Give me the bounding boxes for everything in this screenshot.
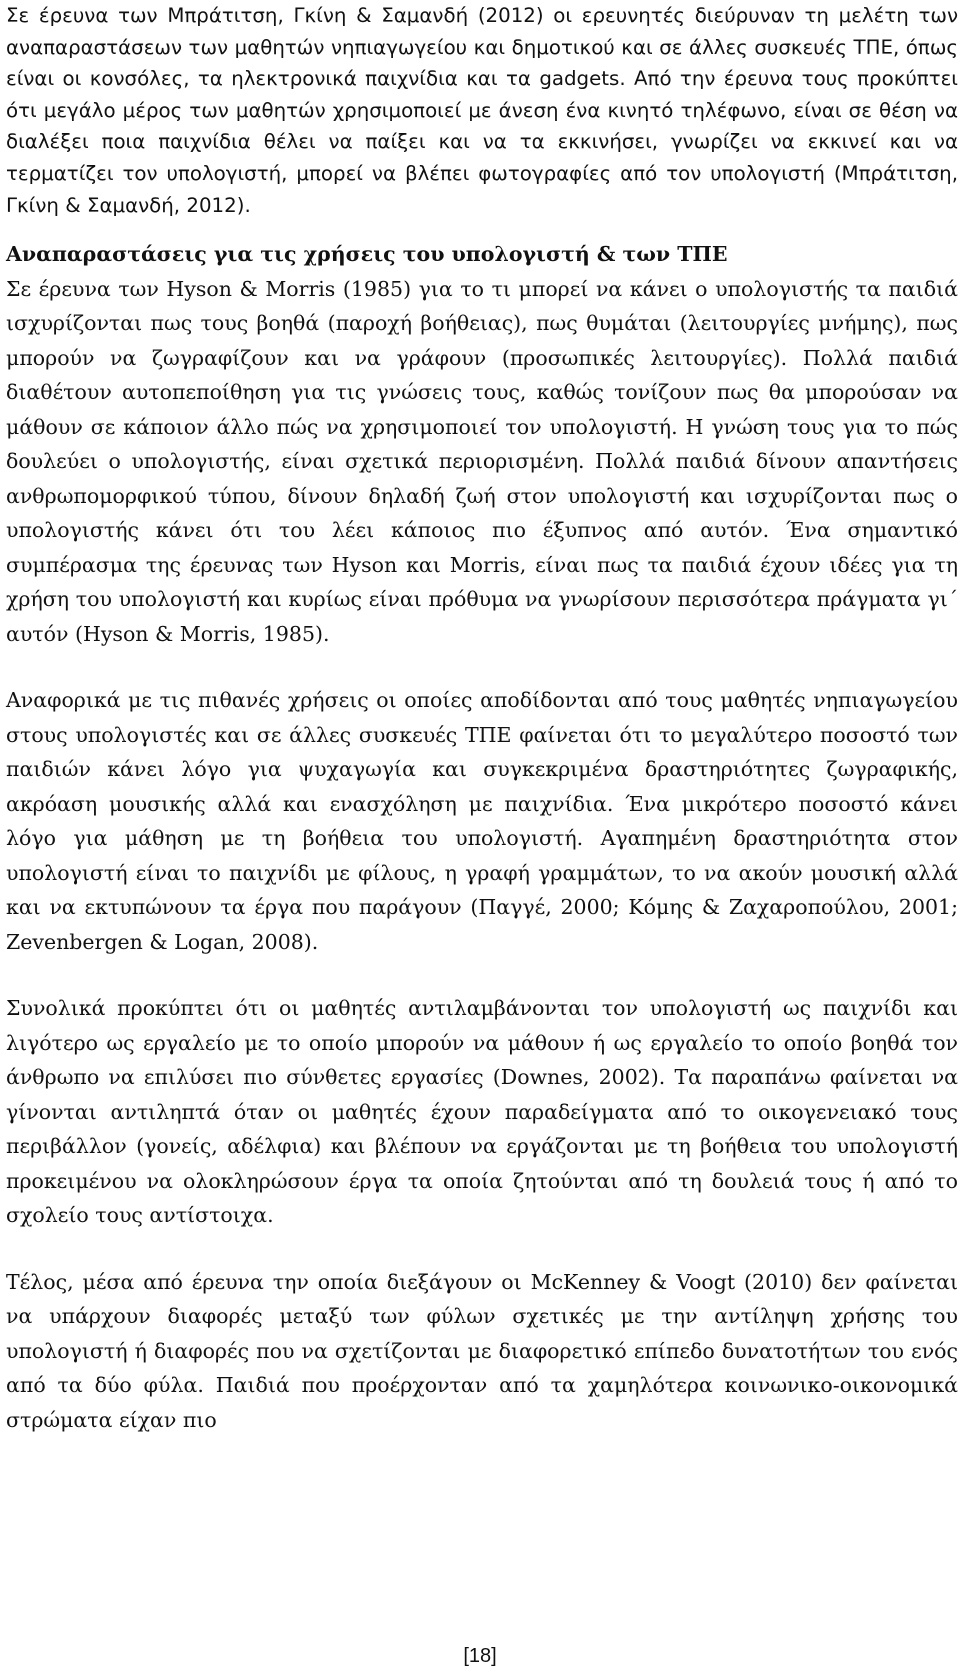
page-number: [18] (463, 1645, 497, 1667)
paragraph-overall-perception: Συνολικά προκύπτει ότι οι μαθητές αντιλαμβάνονται τον υπολογιστή ως παιχνίδι και λιγότερο ως εργαλείο με το οποίο μπορούν να μάθουν ή ως εργαλείο το οποίο βοηθά τον άνθρωπο να επιλύσει πιο σύνθετες εργασίες (Downes, 2002). Τα παραπάνω φαίνεται να γίνονται αντιληπτά όταν οι μαθητές έχουν παραδείγματα από το οικογενειακό τους περιβάλλον (γονείς, αδέλφια) και βλέπουν να εργάζονται με τη βοήθεια του υπολογιστή προκειμένου να ολοκληρώσουν έργα τα οποία ζητούνται από τη δουλειά τους ή από το σχολείο τους αντίστοιχα. (6, 996, 958, 1228)
paragraph-gender-differences: Τέλος, μέσα από έρευνα την οποία διεξάγουν οι McKenney & Voogt (2010) δεν φαίνεται να υπάρχουν διαφορές μεταξύ των φύλων σχετικές με την αντίληψη χρήσης του υπολογιστή ή διαφορές που να σχετίζονται με διαφορετικό επίπεδο δυνατοτήτων του ενός από τα δύο φύλα. Παιδιά που προέρχονταν από τα χαμηλότερα κοινωνικο-οικονομικά στρώματα είχαν πιο (6, 1269, 958, 1432)
document-page (6, 0, 958, 1437)
paragraph-possible-uses: Αναφορικά με τις πιθανές χρήσεις οι οποίες αποδίδονται από τους μαθητές νηπιαγωγείου στους υπολογιστές και σε άλλες συσκευές ΤΠΕ φαίνεται ότι το μεγαλύτερο ποσοστό των παιδιών κάνει λόγο για ψυχαγωγία και συγκεκριμένα δραστηριότητες ζωγραφικής, ακρόαση μουσικής αλλά και ενασχόληση με παιχνίδια. Ένα μικρότερο ποσοστό κάνει λόγο για μάθηση με τη βοήθεια του υπολογιστή. Αγαπημένη δραστηριότητα στον υπολογιστή είναι το παιχνίδι με φίλους, η γραφή γραμμάτων, το να ακούν μουσική αλλά και να εκτυπώνουν τα έργα που παράγουν (Παγγέ, 2000; Κόμης & Ζαχαροπούλου, 2001; Zevenbergen & Logan, 2008). (6, 688, 958, 954)
section-heading: Αναπαραστάσεις για τις χρήσεις του υπολογιστή & των ΤΠΕ (6, 242, 728, 267)
paragraph-hyson-morris: Σε έρευνα των Hyson & Morris (1985) για το τι μπορεί να κάνει ο υπολογιστής τα παιδιά ισχυρίζονται πως τους βοηθά (παροχή βοήθειας), πως θυμάται (λειτουργίες μνήμης), πως μπορούν να ζωγραφίζουν και να γράφουν (προσωπικές λειτουργίες). Πολλά παιδιά διαθέτουν αυτοπεποίθηση για τις γνώσεις τους, καθώς τονίζουν πως θα μπορούσαν να μάθουν σε κάποιον άλλο πώς να χρησιμοποιεί τον υπολογιστή. Η γνώση τους για το πώς δουλεύει ο υπολογιστής, είναι σχετικά περιορισμένη. Πολλά παιδιά δίνουν απαντήσεις ανθρωπομορφικού τύπου, δίνουν δηλαδή ζωή στον υπολογιστή και ισχυρίζονται πως ο υπολογιστής κάνει ότι του λέει κάποιος πιο έξυπνος από αυτόν. Ένα σημαντικό συμπέρασμα της έρευνας των Hyson και Morris, είναι πως τα παιδιά έχουν ιδέες για τη χρήση του υπολογιστή και κυρίως είναι πρόθυμα να γνωρίσουν περισσότερα πράγματα γι΄ αυτόν (Hyson & Morris, 1985). (6, 276, 958, 646)
paragraph-bratitsi-research: Σε έρευνα των Μπράτιτση, Γκίνη & Σαμανδή (2012) οι ερευνητές διεύρυναν τη μελέτη των αναπαραστάσεων των μαθητών νηπιαγωγείου και δημοτικού και σε άλλες συσκευές ΤΠΕ, όπως είναι οι κονσόλες, τα ηλεκτρονικά παιχνίδια και τα gadgets. Από την έρευνα τους προκύπτει ότι μεγάλο μέρος των μαθητών χρησιμοποιεί με άνεση ένα κινητό τηλέφωνο, είναι σε θέση να διαλέξει ποια παιχνίδια θέλει να παίξει και να τα εκκινήσει, γνωρίζει να εκκινεί και να τερματίζει τον υπολογιστή, μπορεί να βλέπει φωτογραφίες από τον υπολογιστή (Μπράτιτση, Γκίνη & Σαμανδή, 2012). (6, 4, 958, 217)
